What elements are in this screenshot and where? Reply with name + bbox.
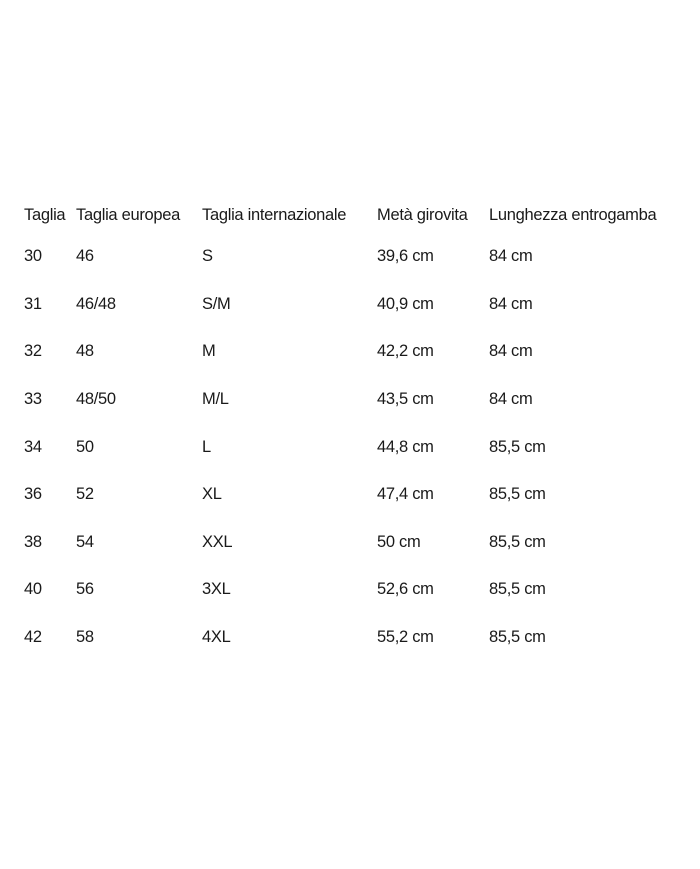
cell-meta-girovita: 47,4 cm xyxy=(377,485,434,504)
cell-taglia-internazionale: 4XL xyxy=(202,628,231,647)
cell-taglia-europea: 58 xyxy=(76,628,94,647)
cell-lunghezza-entrogamba: 84 cm xyxy=(489,247,533,266)
cell-taglia-europea: 56 xyxy=(76,580,94,599)
cell-taglia-internazionale: XL xyxy=(202,485,222,504)
cell-meta-girovita: 40,9 cm xyxy=(377,294,434,313)
table-row xyxy=(24,471,699,519)
cell-taglia-internazionale: M/L xyxy=(202,390,229,409)
cell-taglia-europea: 50 xyxy=(76,437,94,456)
table-row xyxy=(24,519,699,567)
table-row xyxy=(24,281,699,329)
header-lunghezza-entrogamba: Lunghezza entrogamba xyxy=(489,205,657,224)
cell-taglia: 32 xyxy=(24,342,42,361)
cell-taglia: 40 xyxy=(24,580,42,599)
cell-taglia: 36 xyxy=(24,485,42,504)
cell-meta-girovita: 42,2 cm xyxy=(377,342,434,361)
cell-taglia-europea: 52 xyxy=(76,485,94,504)
cell-taglia-internazionale: M xyxy=(202,342,216,361)
cell-taglia: 31 xyxy=(24,294,42,313)
table-header-row xyxy=(24,200,699,230)
cell-taglia: 33 xyxy=(24,390,42,409)
table-row xyxy=(24,566,699,614)
cell-lunghezza-entrogamba: 85,5 cm xyxy=(489,532,546,551)
table-body xyxy=(24,233,699,661)
cell-lunghezza-entrogamba: 84 cm xyxy=(489,390,533,409)
table-row xyxy=(24,423,699,471)
cell-taglia-internazionale: S xyxy=(202,247,213,266)
cell-taglia-internazionale: S/M xyxy=(202,294,231,313)
cell-taglia-europea: 54 xyxy=(76,532,94,551)
cell-taglia: 30 xyxy=(24,247,42,266)
header-taglia: Taglia xyxy=(24,205,66,224)
cell-meta-girovita: 50 cm xyxy=(377,532,421,551)
cell-meta-girovita: 52,6 cm xyxy=(377,580,434,599)
cell-lunghezza-entrogamba: 85,5 cm xyxy=(489,437,546,456)
cell-taglia-europea: 46/48 xyxy=(76,294,116,313)
header-taglia-europea: Taglia europea xyxy=(76,205,181,224)
cell-meta-girovita: 44,8 cm xyxy=(377,437,434,456)
table-row xyxy=(24,614,699,662)
cell-taglia-internazionale: XXL xyxy=(202,532,233,551)
cell-taglia-internazionale: L xyxy=(202,437,211,456)
table-row xyxy=(24,233,699,281)
cell-taglia-europea: 48/50 xyxy=(76,390,116,409)
cell-taglia-internazionale: 3XL xyxy=(202,580,231,599)
cell-taglia: 42 xyxy=(24,628,42,647)
cell-taglia: 38 xyxy=(24,532,42,551)
cell-meta-girovita: 55,2 cm xyxy=(377,628,434,647)
cell-lunghezza-entrogamba: 85,5 cm xyxy=(489,628,546,647)
cell-taglia-europea: 46 xyxy=(76,247,94,266)
cell-meta-girovita: 39,6 cm xyxy=(377,247,434,266)
cell-lunghezza-entrogamba: 84 cm xyxy=(489,294,533,313)
cell-meta-girovita: 43,5 cm xyxy=(377,390,434,409)
header-meta-girovita: Metà girovita xyxy=(377,205,468,224)
cell-lunghezza-entrogamba: 84 cm xyxy=(489,342,533,361)
cell-lunghezza-entrogamba: 85,5 cm xyxy=(489,580,546,599)
cell-taglia: 34 xyxy=(24,437,42,456)
table-row xyxy=(24,376,699,424)
size-chart-table xyxy=(24,200,699,661)
header-taglia-internazionale: Taglia internazionale xyxy=(202,205,347,224)
cell-lunghezza-entrogamba: 85,5 cm xyxy=(489,485,546,504)
table-row xyxy=(24,328,699,376)
cell-taglia-europea: 48 xyxy=(76,342,94,361)
